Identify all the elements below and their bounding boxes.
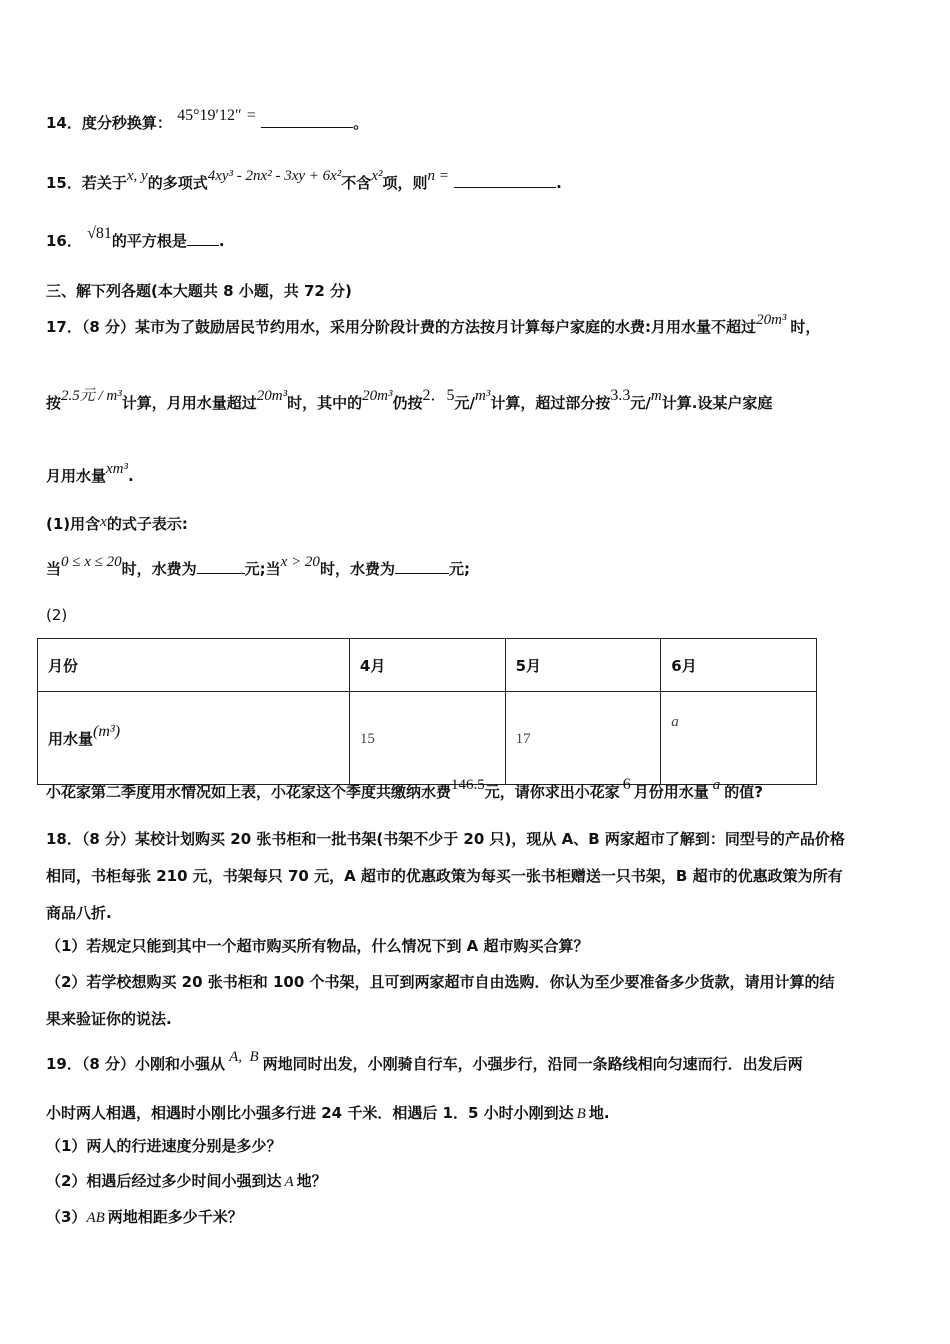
- q17-text-2b: 计算，月用水量超过: [121, 394, 257, 412]
- q17-20m3-c: 20m³: [362, 388, 393, 404]
- q17-text-2d: 仍按: [392, 394, 423, 412]
- q19-text-1a: 小刚和小强从: [135, 1055, 226, 1073]
- q16-end: .: [218, 232, 225, 250]
- question-17-part-1-cases: [46, 554, 470, 579]
- table-row: [38, 692, 817, 785]
- row-label-unit: (m³): [93, 722, 121, 740]
- q19-sub2-text-a: （2）相遇后经过多少时间小强到达: [46, 1172, 282, 1190]
- table-header-cell: 6月: [661, 639, 817, 692]
- q17-case-text-b: 时，水费为: [121, 560, 197, 578]
- q17-part2-text-1: 小花家第二季度用水情况如上表，小花家这个季度共缴纳水费: [46, 783, 452, 801]
- question-17-line-2: [46, 387, 773, 413]
- table-header-cell: 4月: [349, 639, 505, 692]
- q17-blank-2[interactable]: [395, 559, 449, 574]
- question-17-part-2-text: [46, 776, 763, 802]
- question-14: [46, 107, 369, 133]
- q17-unit-1: 元/: [454, 394, 475, 412]
- q17-text-3: 月用水量: [46, 467, 107, 485]
- question-17-line-1: [46, 312, 821, 337]
- q17-text-2f: 计算.设某户家庭: [661, 394, 773, 412]
- q16-text: 的平方根是: [111, 232, 187, 250]
- q19-text-2-end: 地.: [588, 1104, 610, 1122]
- q17-xm3: xm³: [106, 461, 129, 477]
- q17-a: a: [712, 777, 721, 793]
- table-header-cell: 5月: [505, 639, 661, 692]
- question-19-sub-2: [46, 1170, 327, 1191]
- table-header-row: [38, 639, 817, 692]
- q17-case-text-c: 元;当: [244, 560, 281, 578]
- q17-score: （8 分）: [81, 318, 136, 336]
- q17-fee: 146.5: [451, 777, 485, 793]
- q14-end: 。: [353, 114, 369, 132]
- q17-range-2: x > 20: [280, 554, 320, 570]
- question-18-sub-2a: （2）若学校想购买 20 张书柜和 100 个书架，且可到两家超市自由选购．你认为至少要准备多少货款，请用计算的结: [46, 973, 835, 991]
- q15-text-1: 若关于: [81, 174, 127, 192]
- q15-polynomial: 4xy³ - 2nx² - 3xy + 6x²: [207, 168, 342, 184]
- question-16: [46, 225, 225, 251]
- q17-part2-text-2: 元，请你求出小花家: [484, 783, 620, 801]
- q17-text-3-end: .: [128, 467, 134, 485]
- q14-number: 14．: [46, 114, 82, 132]
- q17-price-1: 2.5元 / m³: [61, 388, 122, 404]
- q17-text-2c: 时，其中的: [287, 394, 363, 412]
- q19-b: B: [576, 1106, 586, 1122]
- question-18-line-2: 相同，书柜每张 210 元，书架每只 70 元，A 超市的优惠政策为每买一张书柜赠送一只书架，B 超市的优惠政策为所有: [46, 867, 843, 885]
- q17-x: x: [100, 514, 107, 530]
- q17-20m3: 20m³: [756, 312, 787, 328]
- q19-text-1b: 两地同时出发，小刚骑自行车，小强步行，沿同一条路线相向匀速而行．出发后两: [262, 1055, 803, 1073]
- question-18-sub-1: （1）若规定只能到其中一个超市购买所有物品，什么情况下到 A 超市购买合算？: [46, 937, 589, 955]
- q14-answer-blank[interactable]: [261, 113, 353, 128]
- q15-number: 15．: [46, 174, 82, 192]
- table-header-cell: 月份: [38, 639, 350, 692]
- cell-value: 15: [359, 730, 375, 747]
- q15-text-2: 的多项式: [147, 174, 208, 192]
- q17-text-2a: 按: [46, 394, 62, 412]
- q19-number: 19．: [46, 1055, 82, 1073]
- question-18-line-3: 商品八折.: [46, 904, 112, 922]
- q17-m: m: [650, 388, 662, 404]
- q19-text-2: 小时两人相遇，相遇时小刚比小强多行进 24 千米．相遇后 1．5 小时小刚到达: [46, 1104, 574, 1122]
- cell-value: a: [671, 714, 679, 730]
- q17-text-1-end: 时，: [790, 318, 821, 336]
- q17-case-text-a: 当: [46, 560, 62, 578]
- table-cell: [661, 692, 817, 785]
- q17-m3: m³: [475, 388, 491, 404]
- row-label-text: 用水量: [48, 729, 94, 748]
- q17-part2-text-4: 的值?: [724, 783, 763, 801]
- q15-end: .: [556, 174, 562, 192]
- q17-part2-text-3: 月份用水量: [633, 783, 709, 801]
- q19-score: （8 分）: [81, 1055, 136, 1073]
- q19-a: A: [284, 1174, 294, 1190]
- q16-answer-blank[interactable]: [187, 231, 219, 246]
- q17-case-text-d: 时，水费为: [319, 560, 395, 578]
- question-19-line-2: [46, 1102, 610, 1123]
- q14-equals: =: [246, 107, 256, 124]
- q17-text-1: 某市为了鼓励居民节约用水，采用分阶段计费的方法按月计算每户家庭的水费:月用水量不超过: [135, 318, 757, 336]
- q14-text: 度分秒换算：: [81, 114, 172, 132]
- q15-n: n =: [427, 168, 449, 184]
- q17-20m3-b: 20m³: [256, 388, 288, 404]
- question-17-part-1: [46, 513, 188, 534]
- q17-price-3: 3.3: [610, 387, 631, 404]
- q15-text-3: 不含: [341, 174, 372, 192]
- q17-part1-label: (1)用含: [46, 515, 101, 533]
- q17-blank-1[interactable]: [197, 559, 245, 574]
- question-19-line-1: [46, 1049, 803, 1074]
- q19-sub2-text-b: 地？: [296, 1172, 327, 1190]
- q17-number: 17．: [46, 318, 82, 336]
- q16-number: 16．: [46, 232, 82, 250]
- question-19-sub-1: （1）两人的行进速度分别是多少？: [46, 1137, 282, 1155]
- q17-price-2: 2．5: [422, 387, 455, 404]
- cell-value: 17: [515, 730, 531, 747]
- table-cell: [349, 692, 505, 785]
- water-usage-table: [37, 638, 817, 785]
- q15-vars: x, y: [126, 168, 148, 184]
- q19-sub3-text-b: 两地相距多少千米？: [107, 1208, 243, 1226]
- q17-part1-text: 的式子表示:: [106, 515, 188, 533]
- q15-term: x²: [371, 168, 383, 184]
- section-3-heading: 三、解下列各题(本大题共 8 小题，共 72 分): [46, 282, 352, 300]
- q17-range-1: 0 ≤ x ≤ 20: [61, 554, 122, 570]
- q17-part2-label: (2): [46, 606, 68, 624]
- q15-answer-blank[interactable]: [454, 173, 556, 188]
- q17-unit-2: 元/: [630, 394, 651, 412]
- q16-sqrt-expression: √81: [87, 225, 112, 242]
- table-cell: [505, 692, 661, 785]
- question-18-sub-2b: 果来验证你的说法.: [46, 1010, 172, 1028]
- question-15: [46, 168, 562, 193]
- question-19-sub-3: [46, 1206, 243, 1227]
- q18-number: 18．: [46, 830, 82, 848]
- q19-ab-segment: AB: [86, 1210, 105, 1226]
- table-row-label: [38, 692, 350, 785]
- q18-text-1: （8 分）某校计划购买 20 张书柜和一批书架(书架不少于 20 只)，现从 A、B 两家超市了解到：同型号的产品价格: [81, 830, 845, 848]
- q19-sub3-text-a: （3）: [46, 1208, 87, 1226]
- q19-ab: A, B: [229, 1049, 259, 1065]
- q17-month-6: 6: [622, 776, 631, 793]
- q14-expression: 45°19′12″: [177, 107, 242, 124]
- question-18-line-1: [46, 828, 845, 849]
- q15-text-4: 项，则: [382, 174, 428, 192]
- q17-text-2e: 计算，超过部分按: [490, 394, 611, 412]
- question-17-line-3: [46, 461, 134, 486]
- q17-case-text-e: 元;: [448, 560, 470, 578]
